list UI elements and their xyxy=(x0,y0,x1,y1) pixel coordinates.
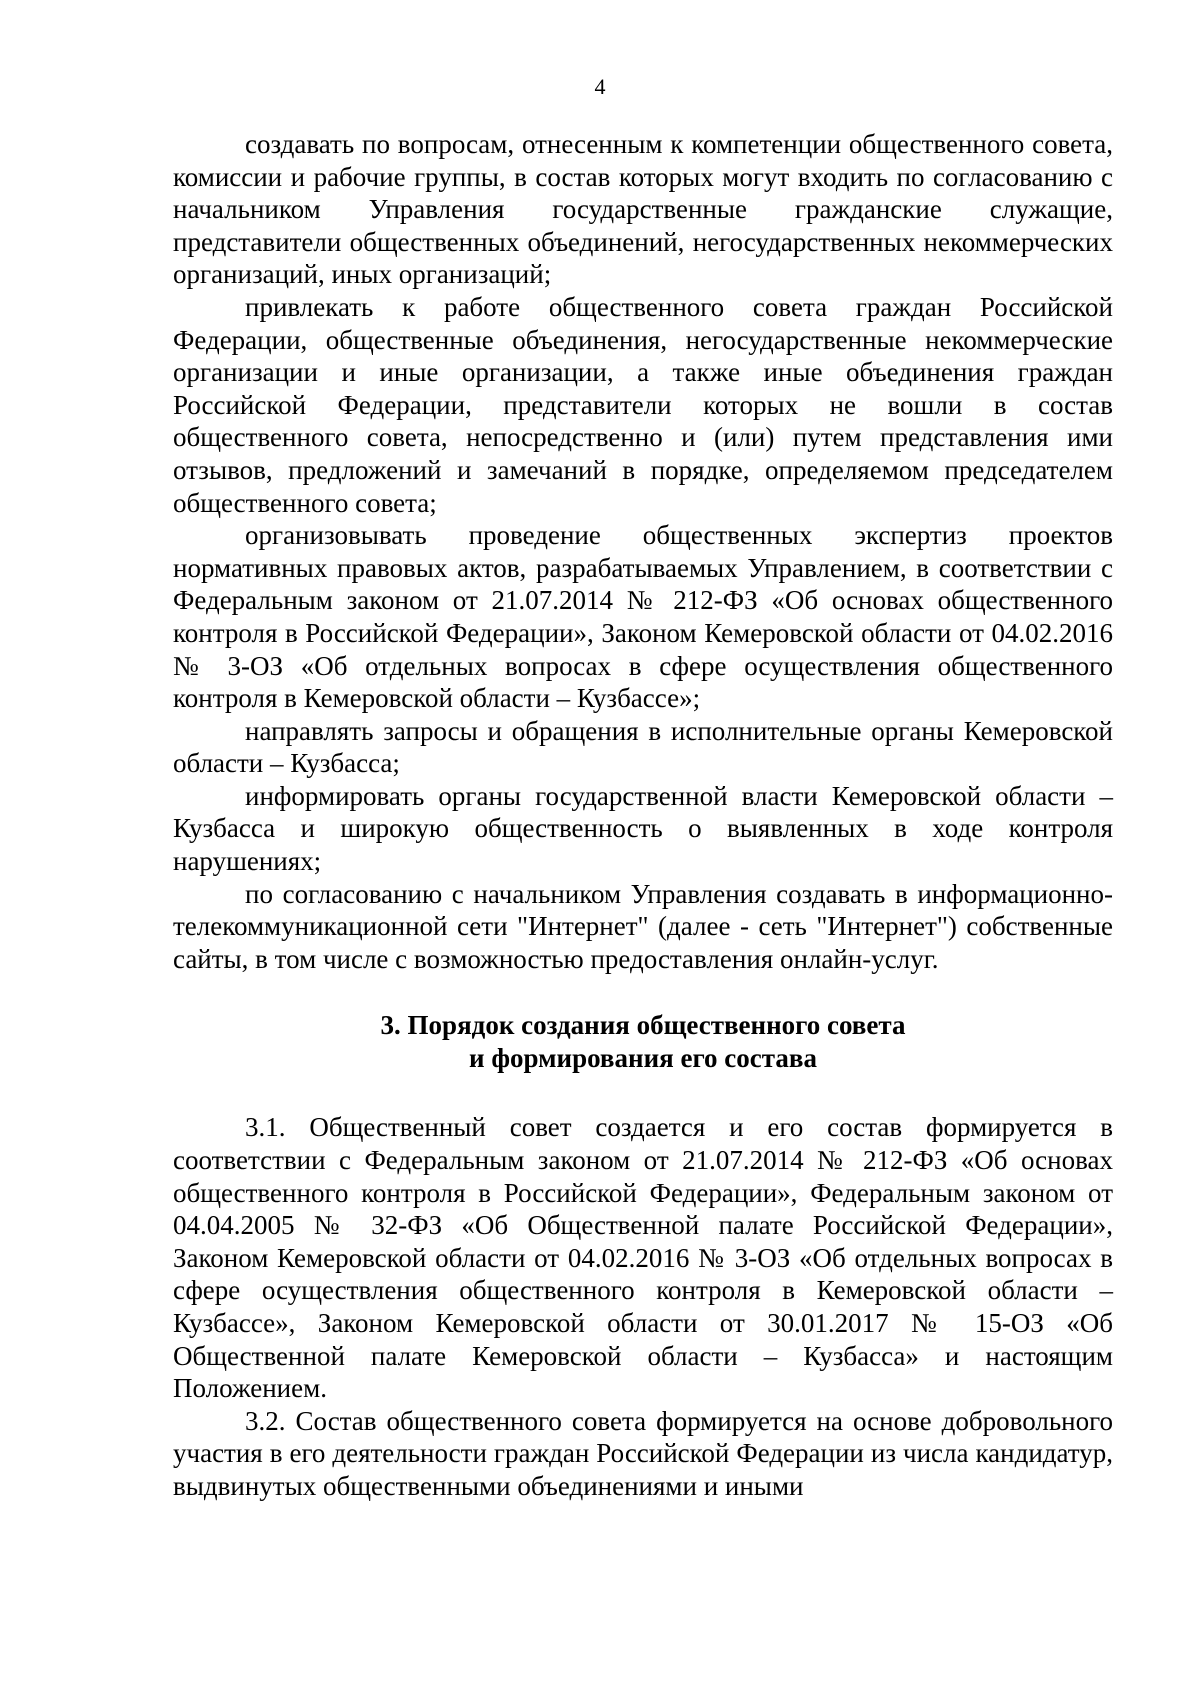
paragraph-3-1: 3.1. Общественный совет создается и его состав формируется в соответствии с Федеральным законом от 21.07.2014 № 212-ФЗ «Об основах общественного контроля в Российской Федерации», Федеральным законом от 04.04.2005 № 32-ФЗ «Об Общественной палате Российской Федерации», Законом Кемеровской области от 04.02.2016 № 3-ОЗ «Об отдельных вопросах в сфере осуществления общественного контроля в Кемеровской области – Кузбассе», Законом Кемеровской области от 30.01.2017 № 15-ОЗ «Об Общественной палате Кемеровской области – Кузбасса» и настоящим Положением. xyxy=(173,1112,1113,1404)
paragraph-organize-expertise: организовывать проведение общественных экспертиз проектов нормативных правовых актов, разрабатываемых Управлением, в соответствии с Федеральным законом от 21.07.2014 № 212-ФЗ «Об основах общественного контроля в Российской Федерации», Законом Кемеровской области от 04.02.2016 № 3-ОЗ «Об отдельных вопросах в сфере осуществления общественного контроля в Кемеровской области – Кузбассе»; xyxy=(173,520,1113,714)
section-heading-line-1: 3. Порядок создания общественного совета xyxy=(380,1010,906,1041)
paragraph-3-2: 3.2. Состав общественного совета формируется на основе добровольного участия в его деятельности граждан Российской Федерации из числа кандидатур, выдвинутых общественными объединениями и иными xyxy=(173,1405,1113,1501)
section-heading xyxy=(173,1009,1113,1075)
paragraph-inform-authorities: информировать органы государственной власти Кемеровской области – Кузбасса и широкую общественность о выявленных в ходе контроля нарушениях; xyxy=(173,780,1113,877)
section-heading-line-2: и формирования его состава xyxy=(469,1043,817,1074)
paragraph-create-commissions: создавать по вопросам, отнесенным к компетенции общественного совета, комиссии и рабочие группы, в состав которых могут входить по согласованию с начальником Управления государственные гражданские служащие, представители общественных объединений, негосударственных некоммерческих организаций, иных организаций; xyxy=(173,129,1113,290)
paragraph-create-websites: по согласованию с начальником Управления создавать в информационно-телекоммуникационной сети "Интернет" (далее - сеть "Интернет") собственные сайты, в том числе с возможностью предоставления онлайн-услуг. xyxy=(173,878,1113,974)
page-number: 4 xyxy=(594,74,606,99)
paragraph-send-requests: направлять запросы и обращения в исполнительные органы Кемеровской области – Кузбасса; xyxy=(173,715,1113,779)
paragraph-involve-citizens: привлекать к работе общественного совета граждан Российской Федерации, общественные объединения, негосударственные некоммерческие организации и иные организации, а также иные объединения граждан Российской Федерации, представители которых не вошли в состав общественного совета, непосредственно и (или) путем представления ими отзывов, предложений и замечаний в порядке, определяемом председателем общественного совета; xyxy=(173,291,1113,518)
document-body xyxy=(173,128,1113,1503)
